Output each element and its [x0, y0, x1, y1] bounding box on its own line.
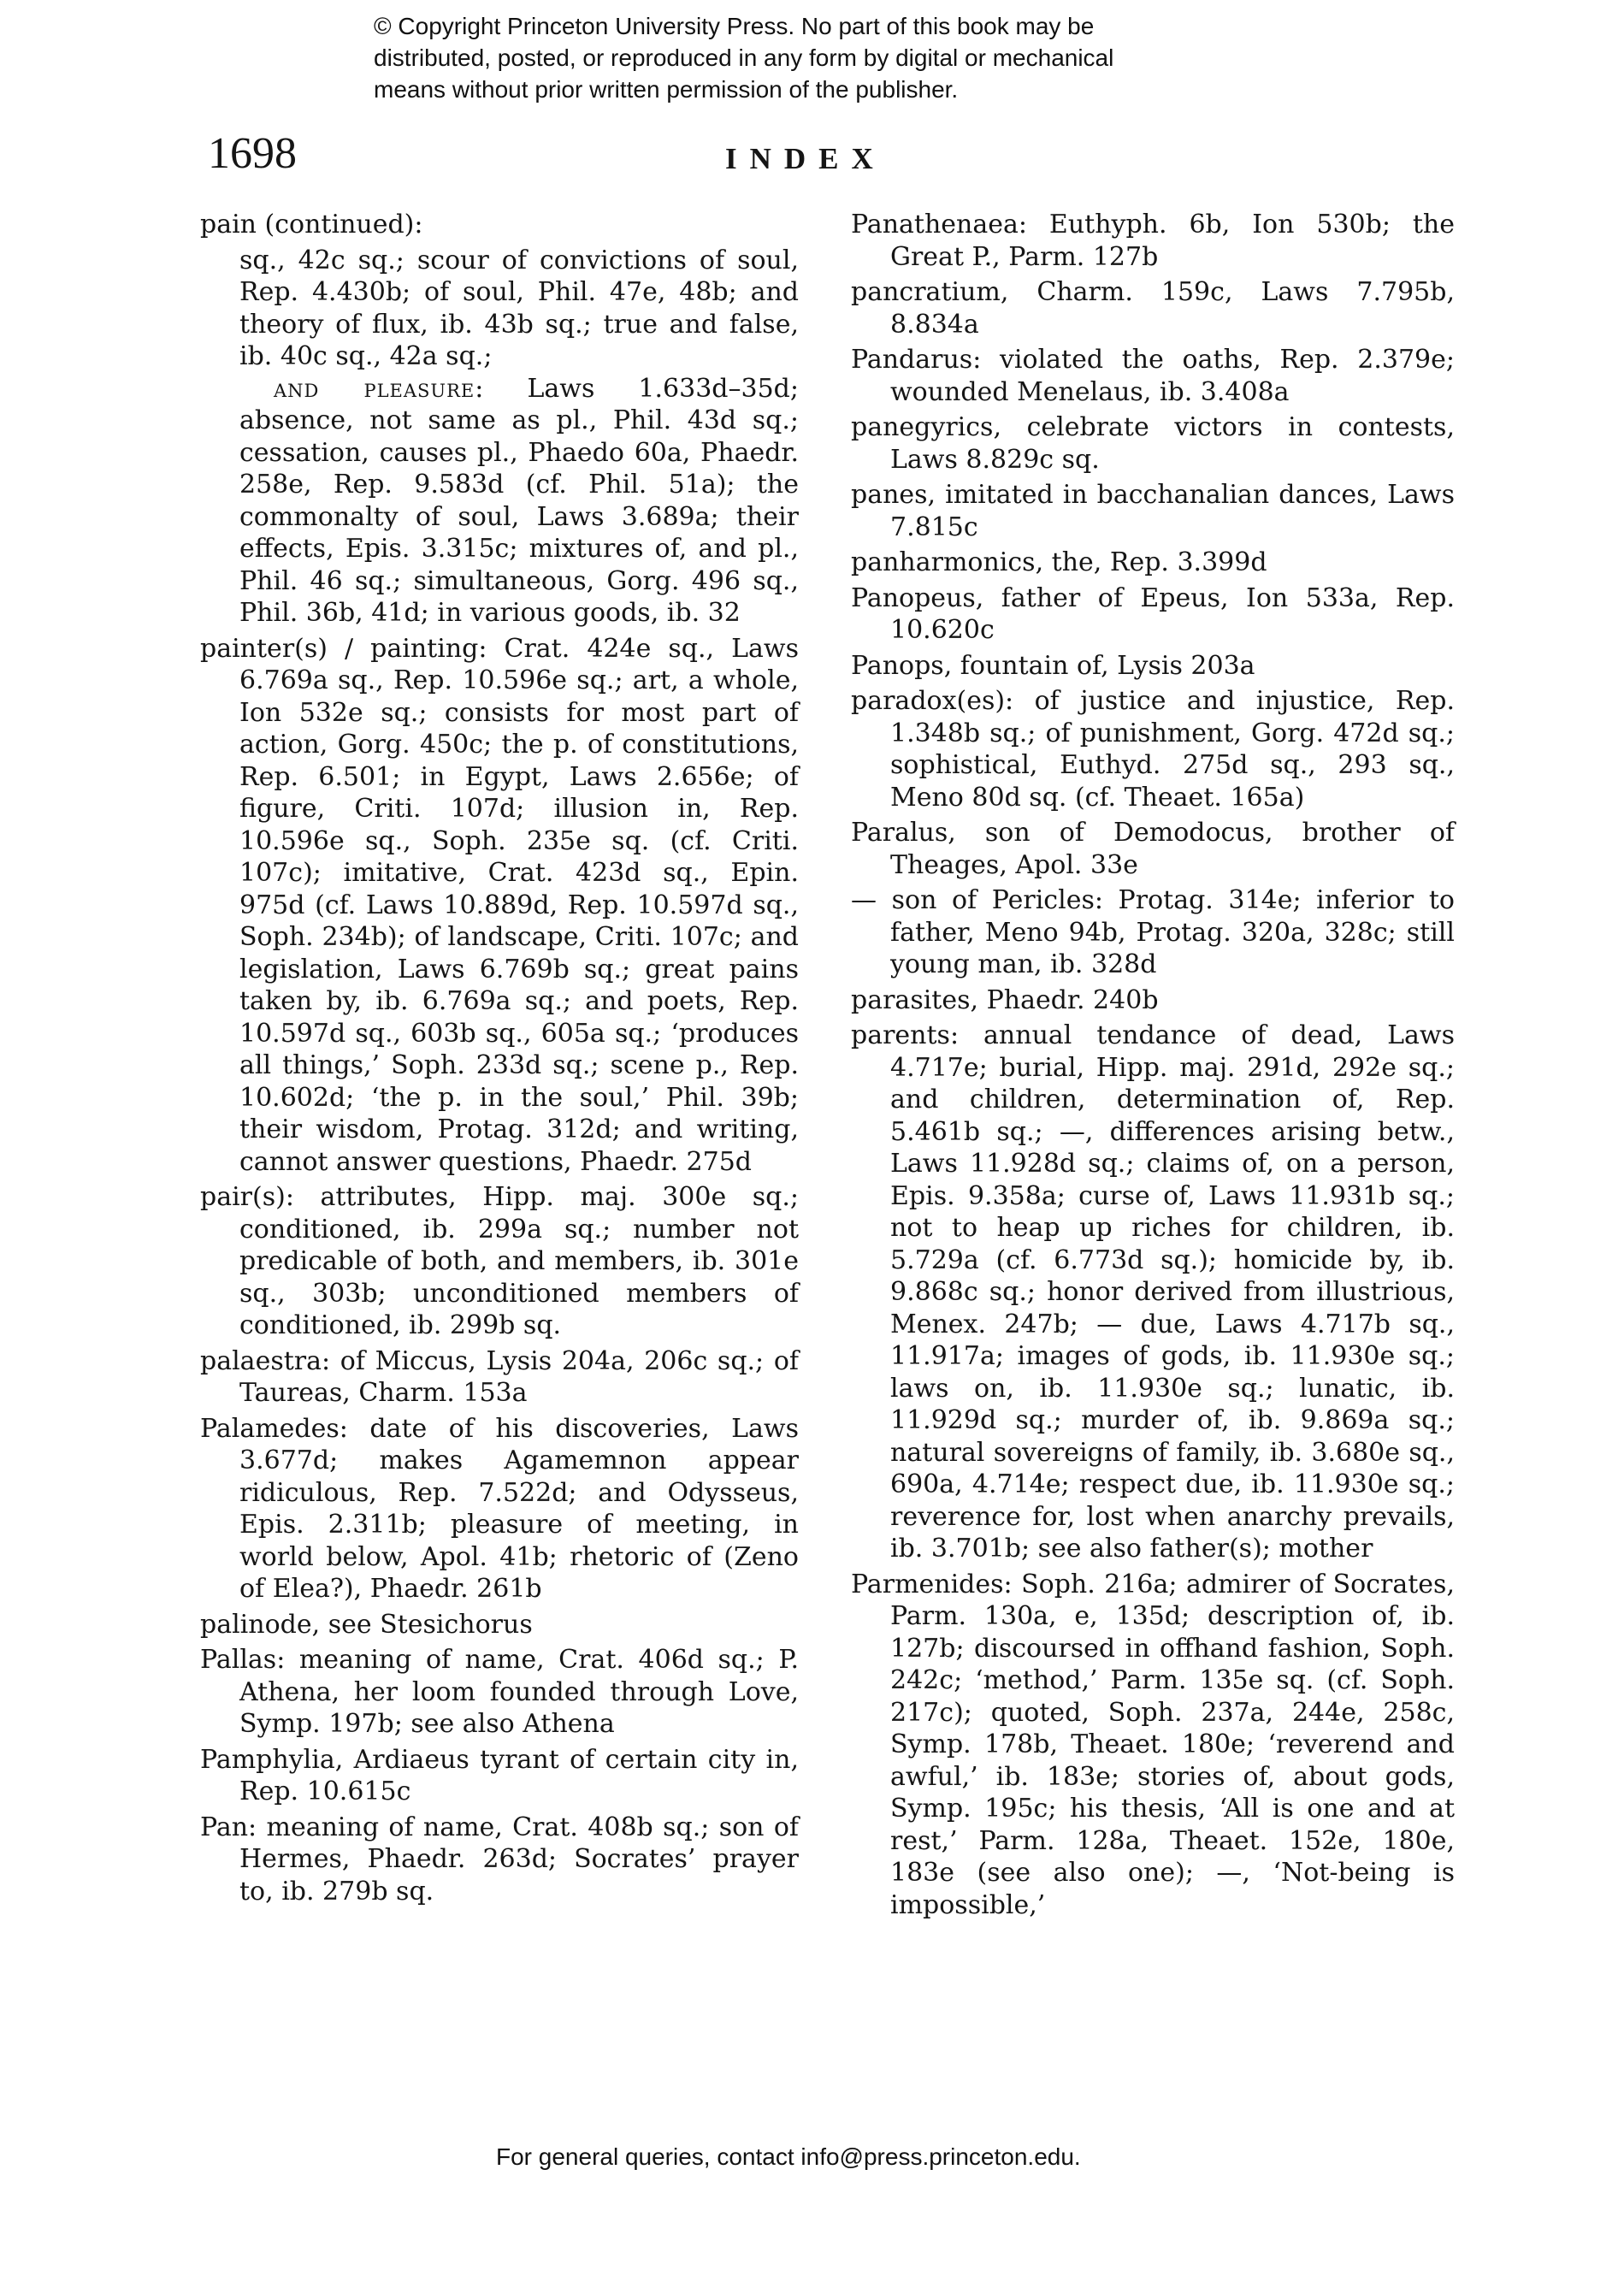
index-entry-palinode: palinode, see Stesichorus [200, 1609, 533, 1640]
index-entry-pan: Pan: meaning of name, Crat. 408b sq.; son of Hermes, Phaedr. 263d; Socrates’ prayer to, ib. 279b sq. [200, 1812, 799, 1907]
copyright-line: means without prior written permission of the publisher. [374, 76, 959, 103]
index-entry-pancratium: pancratium, Charm. 159c, Laws 7.795b, 8.834a [851, 277, 1455, 340]
entry-text: sq., 42c sq.; scour of convictions of soul, Rep. 4.430b; of soul, Phil. 47e, 48b; and theory of flux, ib. 43b sq.; true and false, ib. 40c sq., 42a sq.; [239, 245, 799, 371]
index-entry-paradox: paradox(es): of justice and injustice, Rep. 1.348b sq.; of punishment, Gorg. 472d sq.; sophistical, Euthyd. 275d sq., 293 sq., Meno 80d sq. (cf. Theaet. 165a) [851, 686, 1455, 813]
copyright-notice [374, 10, 1229, 105]
subentry-label [239, 374, 475, 404]
index-entry-panharmonics: panharmonics, the, Rep. 3.399d [851, 547, 1267, 577]
index-entry-palaestra: palaestra: of Miccus, Lysis 204a, 206c sq.; of Taureas, Charm. 153a [200, 1345, 799, 1408]
index-entry-parents: parents: annual tendance of dead, Laws 4.717e; burial, Hipp. maj. 291d, 292e sq.; and children, determination of, Rep. 5.461b sq.; —, differences arising betw., Laws 11.928d sq.; claims of, on a person, Epis. 9.358a; curse of, Laws 11.931b sq.; not to heap up riches for children, ib. 5.729a (cf. 6.773d sq.); homicide by, ib. 9.868c sq.; honor derived from illustrious, Menex. 247b; — due, Laws 4.717b sq., 11.917a; images of gods, ib. 11.930e sq.; laws on, ib. 11.930e sq.; lunatic, ib. 11.929d sq.; murder of, ib. 9.869a sq.; natural sovereigns of family, ib. 3.680e sq., 690a, 4.714e; respect due, ib. 11.930e sq.; reverence for, lost when anarchy prevails, ib. 3.701b; see also father(s); mother [851, 1020, 1455, 1564]
copyright-line: © Copyright Princeton University Press. No part of this book may be [374, 13, 1095, 39]
index-entry-parasites: parasites, Phaedr. 240b [851, 984, 1159, 1015]
index-entry-parmenides: Parmenides: Soph. 216a; admirer of Socrates, Parm. 130a, e, 135d; description of, ib. 127b; discoursed in offhand fashion, Soph. 242c; ‘method,’ Parm. 135e sq. (cf. Soph. 217c); quoted, Soph. 237a, 244e, 258c, Symp. 178b, Theaet. 180e; ‘reverend and awful,’ ib. 183e; stories of, about gods, Symp. 195c; his thesis, ‘All is one and at rest,’ Parm. 128a, Theaet. 152e, 180e, 183e (see also one); —, ‘Not-being is impossible,’ [851, 1569, 1455, 1920]
footer-contact: For general queries, contact info@press.princeton.edu. [496, 2143, 1081, 2170]
running-head: INDEX [725, 142, 886, 175]
entry-text: : Laws 1.633d–35d; absence, not same as pl., Phil. 43d sq.; cessation, causes pl., Phaedo 60a, Phaedr. 258e, Rep. 9.583d (cf. Phil. 51a); the commonalty of soul, Laws 3.689a; their effects, Epis. 3.315c; mixtures of, and pl., Phil. 46 sq.; simultaneous, Gorg. 496 sq., Phil. 36b, 41d; in various goods, ib. 32 [239, 373, 799, 628]
index-entry-panops: Panops, fountain of, Lysis 203a [851, 650, 1255, 681]
index-entry-paralus: Paralus, son of Demodocus, brother of Theages, Apol. 33e [851, 818, 1455, 880]
index-column-right [851, 209, 1455, 1924]
index-column-left [200, 209, 799, 1911]
small-caps-subhead: and pleasure [274, 373, 475, 404]
copyright-line: distributed, posted, or reproduced in any form by digital or mechanical [374, 44, 1114, 71]
index-entry-panegyrics: panegyrics, celebrate victors in contests, Laws 8.829c sq. [851, 412, 1455, 475]
index-entry-panathenaea: Panathenaea: Euthyph. 6b, Ion 530b; the Great P., Parm. 127b [851, 210, 1455, 272]
index-entry-panes: panes, imitated in bacchanalian dances, Laws 7.815c [851, 480, 1455, 542]
index-entry-pain [200, 245, 799, 630]
index-entry-pamphylia: Pamphylia, Ardiaeus tyrant of certain city in, Rep. 10.615c [200, 1744, 799, 1806]
index-entry-panopeus: Panopeus, father of Epeus, Ion 533a, Rep. 10.620c [851, 582, 1455, 645]
index-entry-pain-head: pain (continued): [200, 210, 423, 239]
index-entry-palamedes: Palamedes: date of his discoveries, Laws 3.677d; makes Agamemnon appear ridiculous, Rep. 7.522d; and Odysseus, Epis. 2.311b; pleasure of meeting, in world below, Apol. 41b; rhetoric of (Zeno of Elea?), Phaedr. 261b [200, 1413, 799, 1604]
index-entry-pair: pair(s): attributes, Hipp. maj. 300e sq.; conditioned, ib. 299a sq.; number not predicable of both, and members, ib. 301e sq., 303b; unconditioned members of conditioned, ib. 299b sq. [200, 1182, 799, 1340]
index-entry-paralus-son-of-pericles: — son of Pericles: Protag. 314e; inferior to father, Meno 94b, Protag. 320a, 328c; still young man, ib. 328d [851, 885, 1455, 979]
index-entry-pallas: Pallas: meaning of name, Crat. 406d sq.; P. Athena, her loom founded through Love, Symp. 197b; see also Athena [200, 1645, 799, 1739]
page-number: 1698 [208, 129, 297, 178]
index-entry-pandarus: Pandarus: violated the oaths, Rep. 2.379e; wounded Menelaus, ib. 3.408a [851, 345, 1455, 407]
index-entry-painter: painter(s) / painting: Crat. 424e sq., Laws 6.769a sq., Rep. 10.596e sq.; art, a whole, Ion 532e sq.; consists for most part of action, Gorg. 450c; the p. of constitutions, Rep. 6.501; in Egypt, Laws 2.656e; of figure, Criti. 107d; illusion in, Rep. 10.596e sq., Soph. 235e sq. (cf. Criti. 107c); imitative, Crat. 423d sq., Epin. 975d (cf. Laws 10.889d, Rep. 10.597d sq., Soph. 234b); of landscape, Criti. 107c; and legislation, Laws 6.769b sq.; great pains taken by, ib. 6.769a sq.; and poets, Rep. 10.597d sq., 603b sq., 605a sq.; ‘produces all things,’ Soph. 233d sq.; scene p., Rep. 10.602d; ‘the p. in the soul,’ Phil. 39b; their wisdom, Protag. 312d; and writing, cannot answer questions, Phaedr. 275d [200, 633, 799, 1177]
